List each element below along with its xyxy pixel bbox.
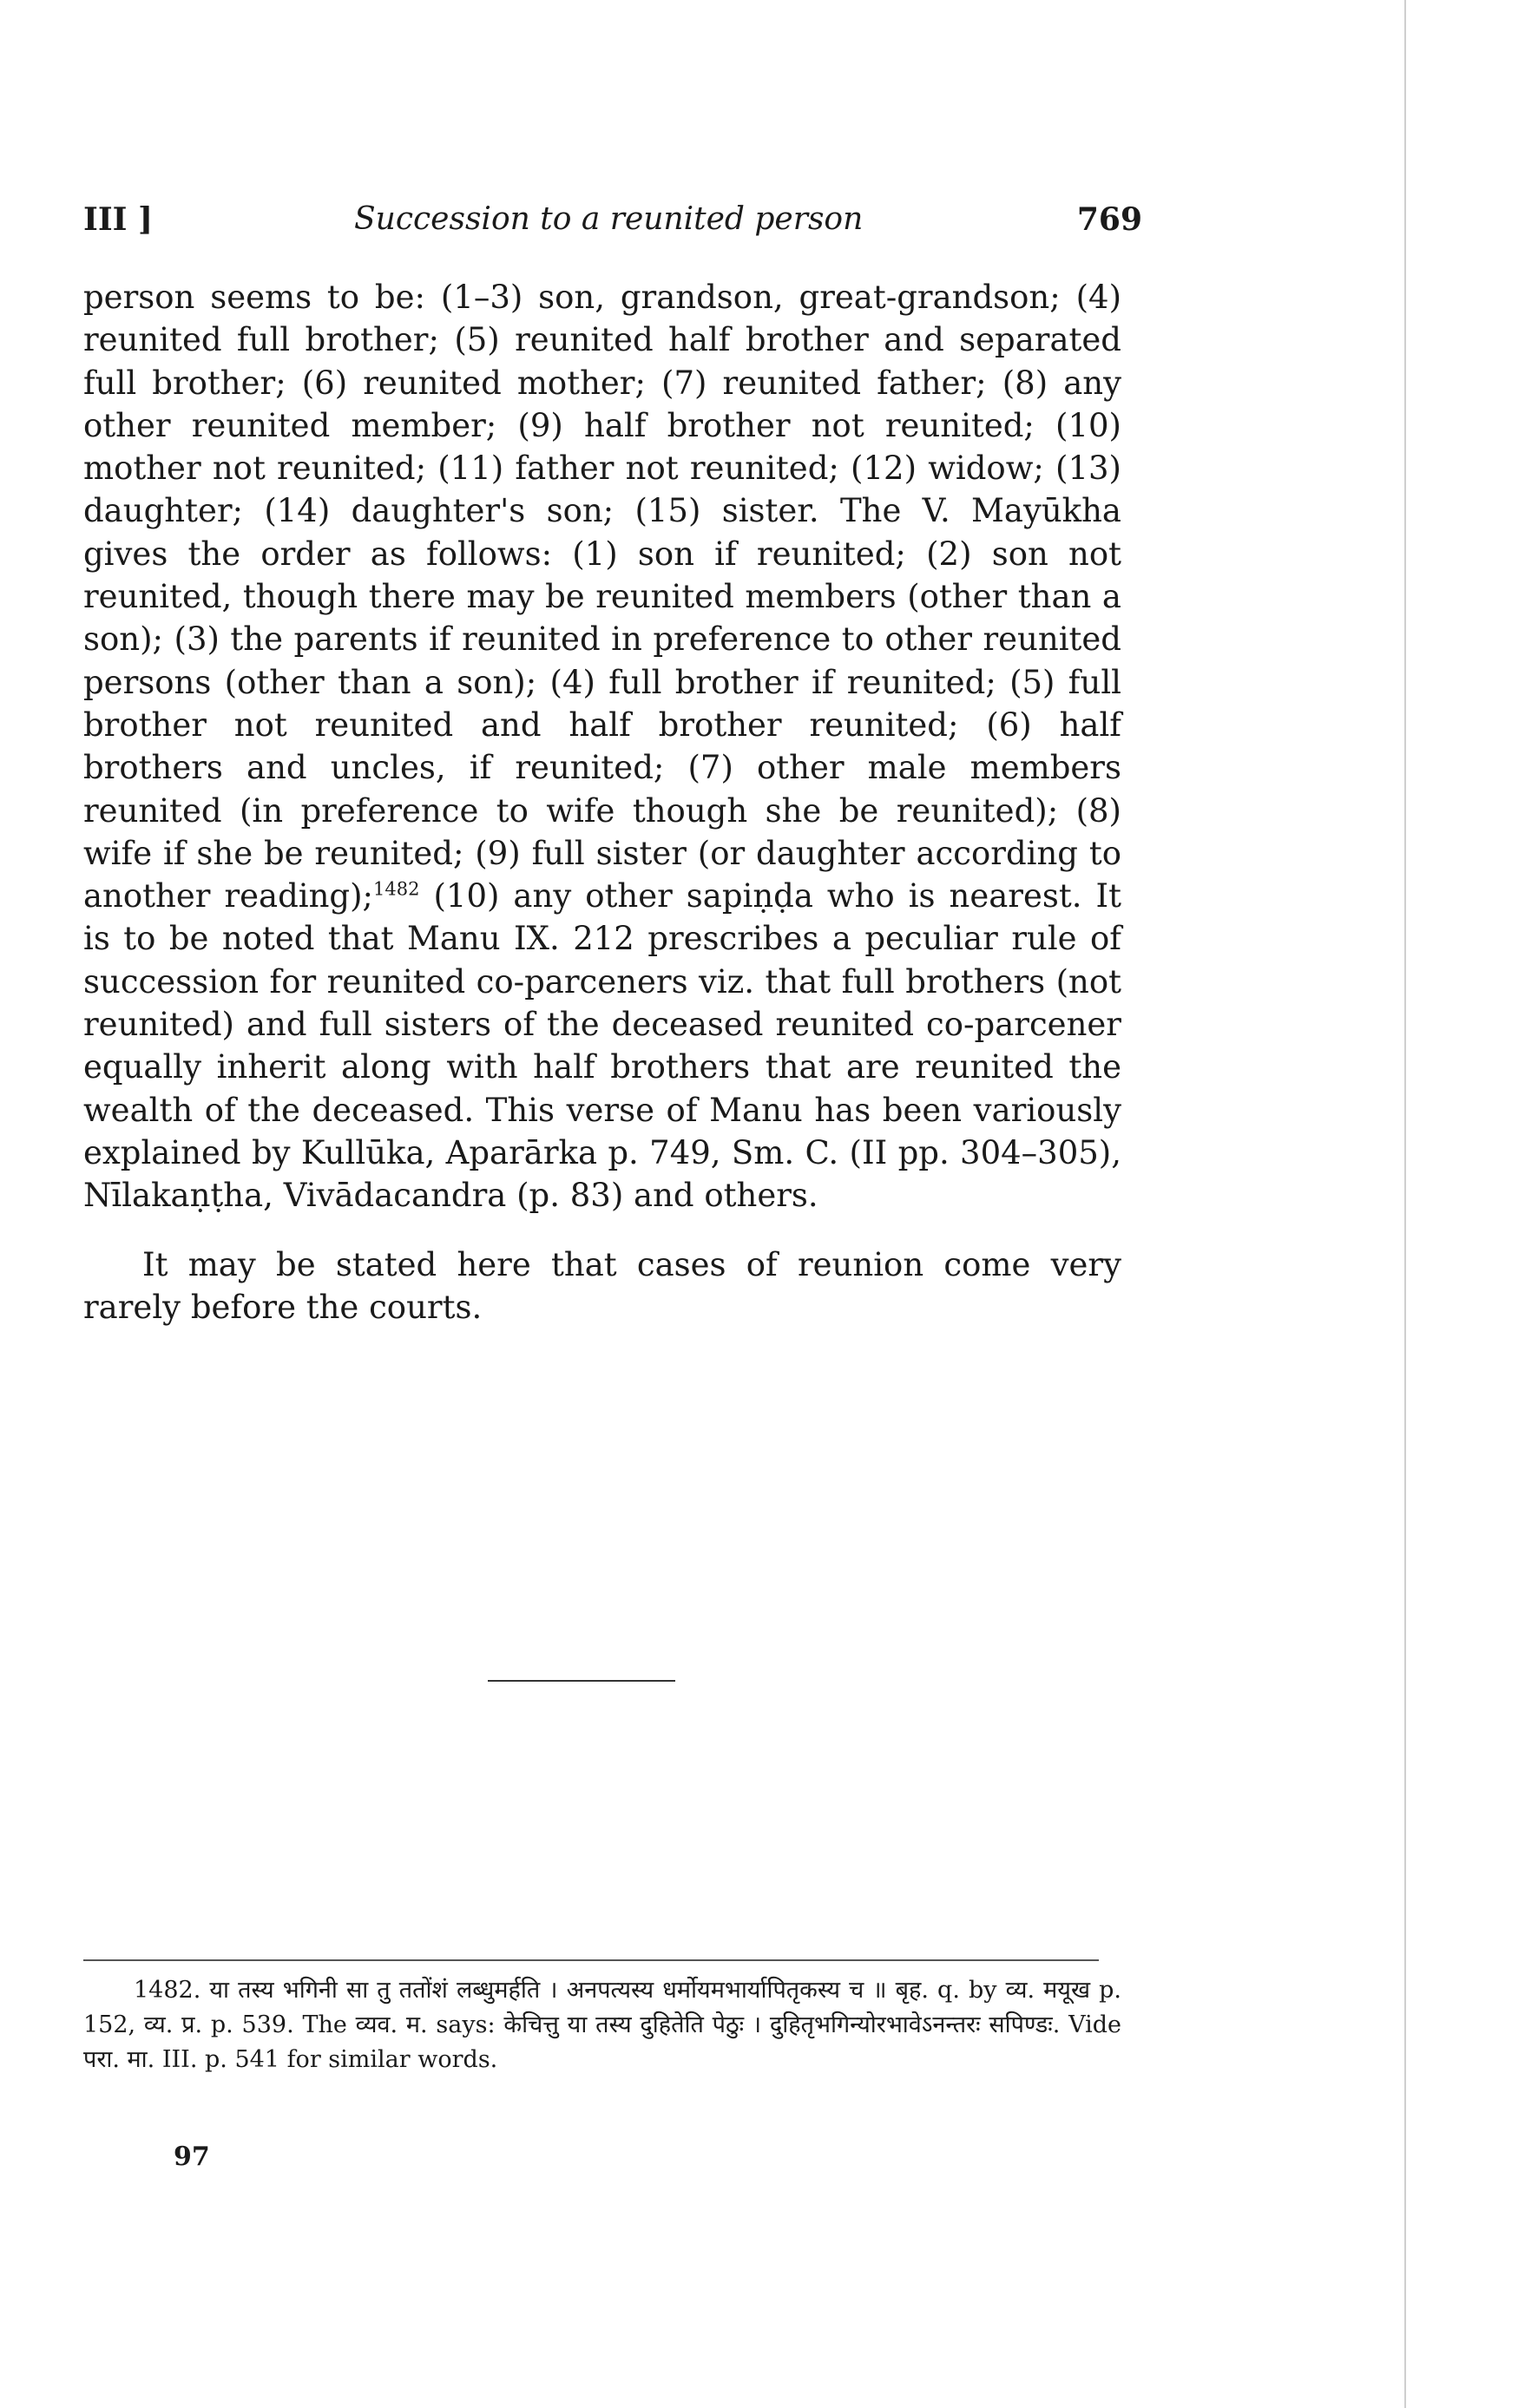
footnote-divider bbox=[83, 1959, 1099, 1961]
main-text bbox=[83, 276, 1121, 1329]
page-edge-line bbox=[1404, 0, 1406, 2408]
footnote bbox=[83, 1973, 1121, 2077]
paragraph-1-part-2: (10) any other sapiṇḍa who is nearest. It is to be noted that Manu IX. 212 prescribes a peculiar rule of succession for reunited co-parceners viz. that full brothers (not reunited) and full sisters of the deceased reunited co-parcener equally inherit along with half brothers that are reunited the wealth of the deceased. This verse of Manu has been variously explained by Kullūka, Aparārka p. 749, Sm. C. (II pp. 304–305), Nīlakaṇṭha, Vivādacandra (p. 83) and others. bbox=[83, 877, 1121, 1215]
chapter-marker: III ] bbox=[83, 201, 154, 238]
running-title: Succession to a reunited person bbox=[354, 201, 864, 237]
running-header bbox=[83, 201, 1142, 253]
short-divider bbox=[488, 1680, 675, 1682]
paragraph-2: It may be stated here that cases of reunion come very rarely before the courts. bbox=[83, 1245, 1121, 1326]
footnote-reference: 1482 bbox=[373, 878, 420, 900]
page-number: 769 bbox=[1076, 201, 1142, 238]
footnote-1482: 1482. या तस्य भगिनी सा तु ततोंशं लब्धुमर्हति । अनपत्यस्य धर्मोयमभार्यापितृकस्य च ॥ बृह. q. by व्य. मयूख p. 152, व्य. प्र. p. 539. The व्यव. म. says: केचित्तु या तस्य दुहितेति पेठुः । दुहितृभगिन्योरभावेऽनन्तरः सपिण्डः. Vide परा. मा. III. p. 541 for similar words. bbox=[83, 1977, 1121, 2073]
signature-mark: 97 bbox=[174, 2142, 210, 2172]
paragraph-1-part-1: person seems to be: (1–3) son, grandson, great-grandson; (4) reunited full brother; (5) reunited half brother and separated full brother; (6) reunited mother; (7) reunited father; (8) any other reunited member; (9) half brother not reunited; (10) mother not reunited; (11) father not reunited; (12) widow; (13) daughter; (14) daughter's son; (15) sister. The V. Mayūkha gives the order as follows: (1) son if reunited; (2) son not reunited, though there may be reunited members (other than a son); (3) the parents if reunited in preference to other reunited persons (other than a son); (4) full brother if reunited; (5) full brother not reunited and half brother reunited; (6) half brothers and uncles, if reunited; (7) other male members reunited (in preference to wife though she be reunited); (8) wife if she be reunited; (9) full sister (or daughter according to another reading); bbox=[83, 279, 1121, 915]
paragraph-1 bbox=[83, 276, 1121, 1217]
